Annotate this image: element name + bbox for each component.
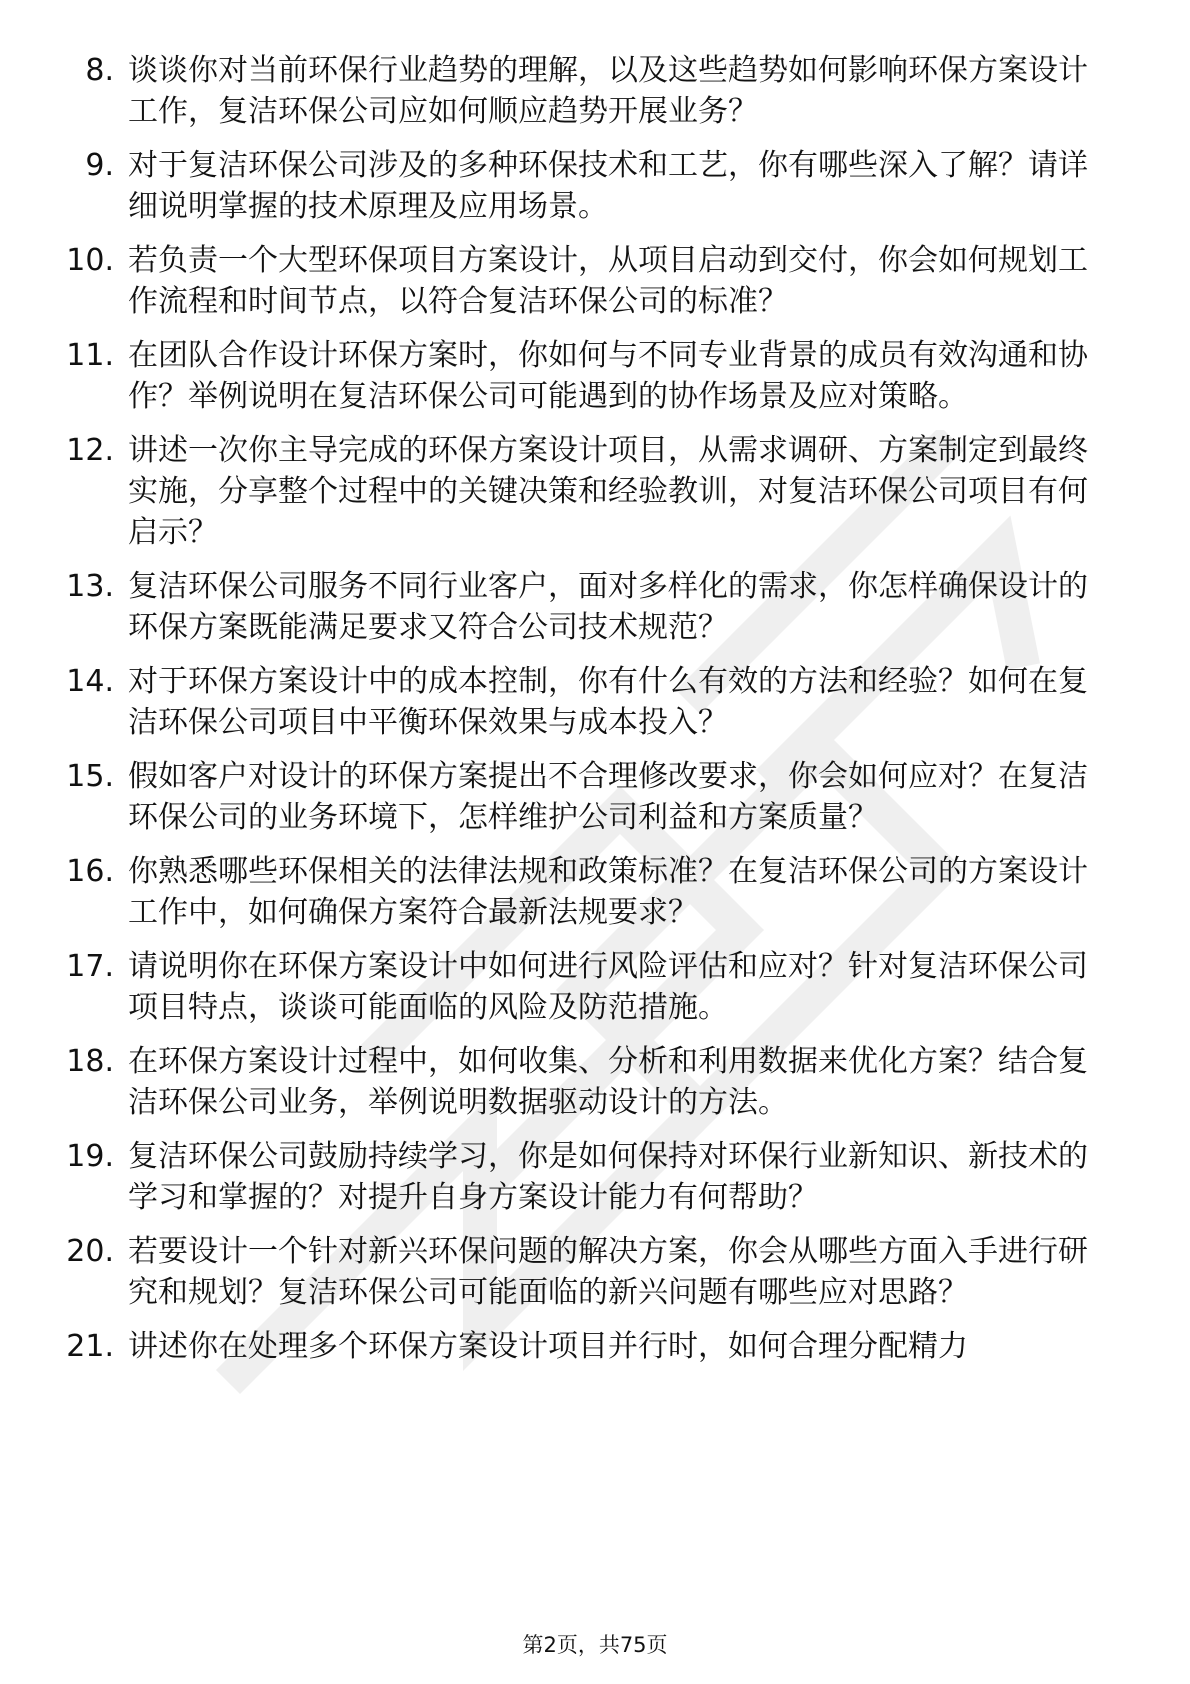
question-number: 17.	[66, 949, 114, 984]
question-text: 若要设计一个针对新兴环保问题的解决方案，你会从哪些方面入手进行研究和规划？复洁环保公司可能面临的新兴问题有哪些应对思路？	[128, 1234, 1088, 1310]
page-footer: 第2页，共75页	[522, 1633, 668, 1657]
question-item-14	[60, 661, 1110, 743]
question-item-13	[60, 566, 1110, 648]
question-text: 对于复洁环保公司涉及的多种环保技术和工艺，你有哪些深入了解？请详细说明掌握的技术原理及应用场景。	[128, 148, 1088, 224]
question-item-21	[60, 1326, 1110, 1367]
question-number: 15.	[66, 759, 114, 794]
question-item-9	[60, 145, 1110, 227]
question-item-15	[60, 756, 1110, 838]
question-text: 讲述你在处理多个环保方案设计项目并行时，如何合理分配精力	[128, 1329, 968, 1364]
question-item-16	[60, 851, 1110, 933]
question-number: 12.	[66, 433, 114, 468]
question-text: 在团队合作设计环保方案时，你如何与不同专业背景的成员有效沟通和协作？举例说明在复洁环保公司可能遇到的协作场景及应对策略。	[128, 338, 1088, 414]
question-text: 若负责一个大型环保项目方案设计，从项目启动到交付，你会如何规划工作流程和时间节点，以符合复洁环保公司的标准？	[128, 243, 1088, 319]
question-text: 谈谈你对当前环保行业趋势的理解，以及这些趋势如何影响环保方案设计工作，复洁环保公司应如何顺应趋势开展业务？	[128, 53, 1088, 129]
question-number: 19.	[66, 1139, 114, 1174]
question-number: 21.	[66, 1329, 114, 1364]
question-text: 复洁环保公司服务不同行业客户，面对多样化的需求，你怎样确保设计的环保方案既能满足要求又符合公司技术规范？	[128, 569, 1088, 645]
question-item-18	[60, 1041, 1110, 1123]
question-number: 9.	[85, 148, 114, 183]
question-number: 10.	[66, 243, 114, 278]
question-number: 18.	[66, 1044, 114, 1079]
question-text: 在环保方案设计过程中，如何收集、分析和利用数据来优化方案？结合复洁环保公司业务，举例说明数据驱动设计的方法。	[128, 1044, 1088, 1120]
question-number: 13.	[66, 569, 114, 604]
question-number: 8.	[85, 53, 114, 88]
question-number: 11.	[66, 338, 114, 373]
question-text: 对于环保方案设计中的成本控制，你有什么有效的方法和经验？如何在复洁环保公司项目中平衡环保效果与成本投入？	[128, 664, 1088, 740]
question-text: 请说明你在环保方案设计中如何进行风险评估和应对？针对复洁环保公司项目特点，谈谈可能面临的风险及防范措施。	[128, 949, 1088, 1025]
question-text: 你熟悉哪些环保相关的法律法规和政策标准？在复洁环保公司的方案设计工作中，如何确保方案符合最新法规要求？	[128, 854, 1088, 930]
question-text: 讲述一次你主导完成的环保方案设计项目，从需求调研、方案制定到最终实施，分享整个过程中的关键决策和经验教训，对复洁环保公司项目有何启示？	[128, 433, 1088, 550]
question-list	[60, 50, 1110, 1380]
question-text: 假如客户对设计的环保方案提出不合理修改要求，你会如何应对？在复洁环保公司的业务环境下，怎样维护公司利益和方案质量？	[128, 759, 1088, 835]
question-item-17	[60, 946, 1110, 1028]
question-number: 14.	[66, 664, 114, 699]
question-item-8	[60, 50, 1110, 132]
question-text: 复洁环保公司鼓励持续学习，你是如何保持对环保行业新知识、新技术的学习和掌握的？对提升自身方案设计能力有何帮助？	[128, 1139, 1088, 1215]
question-item-10	[60, 240, 1110, 322]
question-number: 20.	[66, 1234, 114, 1269]
question-item-20	[60, 1231, 1110, 1313]
question-item-19	[60, 1136, 1110, 1218]
question-number: 16.	[66, 854, 114, 889]
question-item-11	[60, 335, 1110, 417]
question-item-12	[60, 430, 1110, 553]
